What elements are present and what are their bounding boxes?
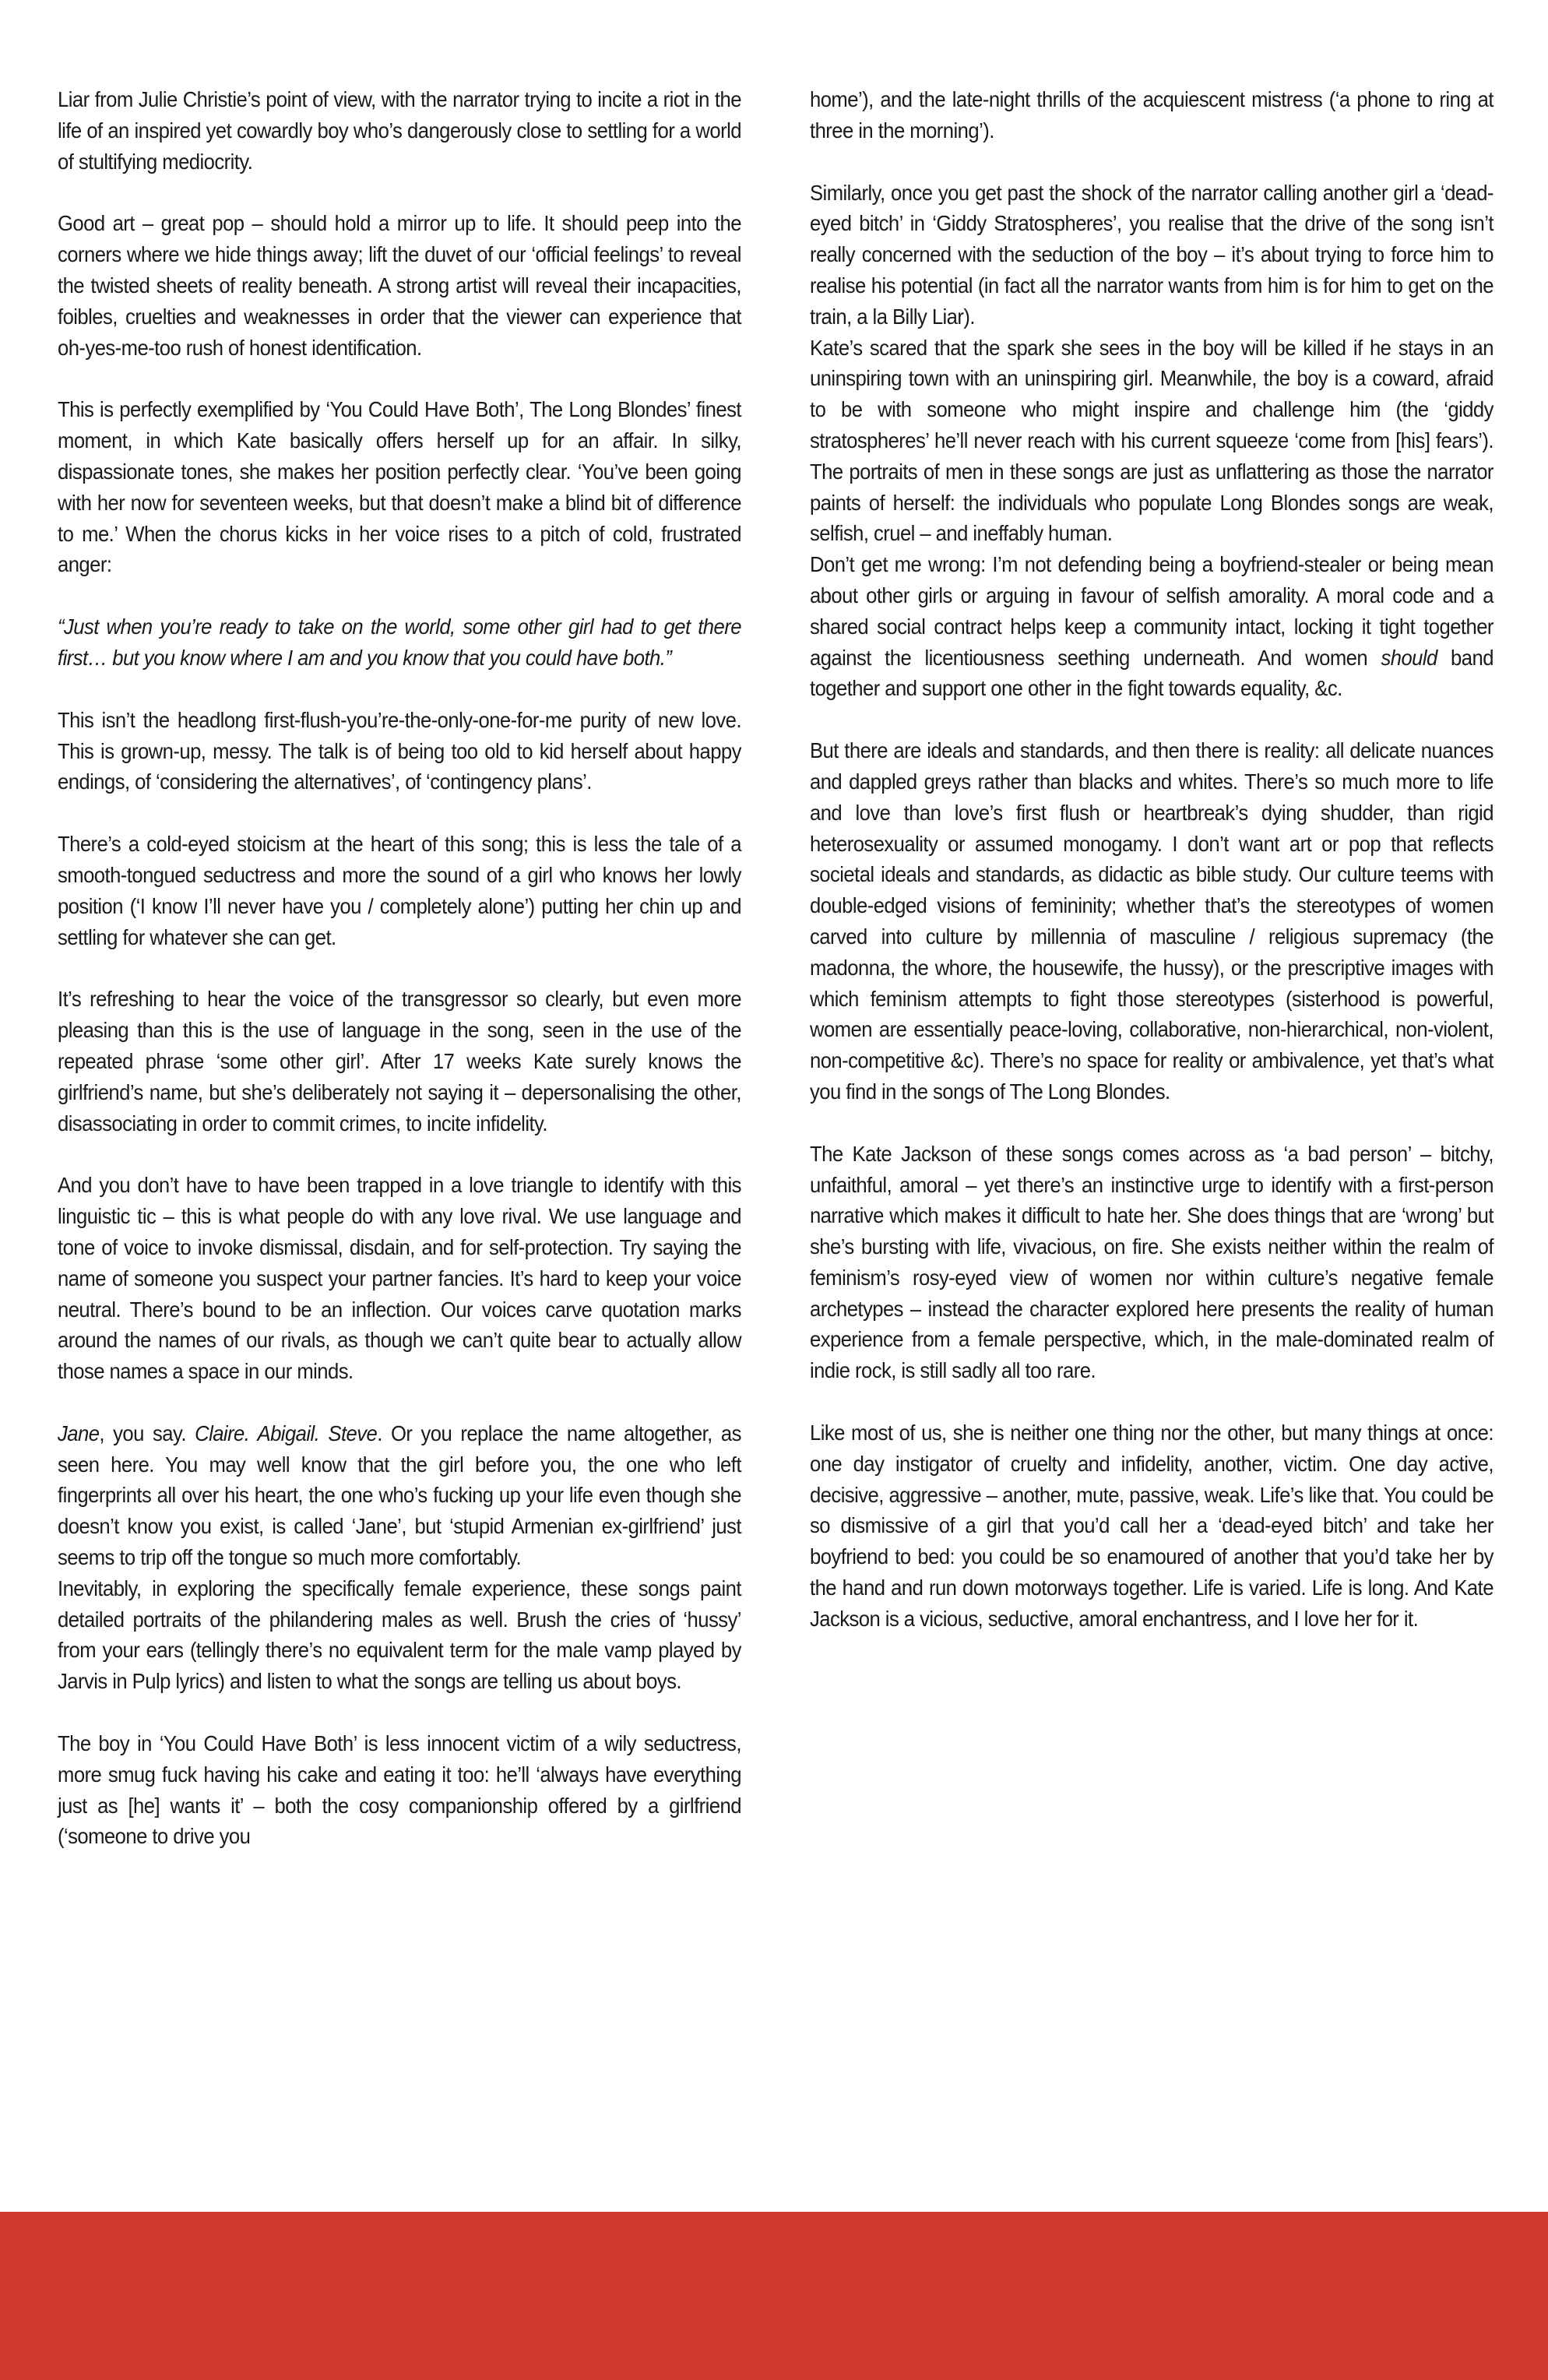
paragraph-headlong: This isn’t the headlong first-flush-you’re-the-only-one-for-me purity of new love. This is grown-up, messy. The talk is of being too old to kid herself about happy endings, of ‘considering the alternatives’, of ‘contingency plans’. — [58, 707, 741, 794]
paragraph-ideals-and-standards: But there are ideals and standards, and then there is reality: all delicate nuances and dappled greys rather than blacks and whites. There’s so much more to life and love than love’s first flush or heartbreak’s dying shudder, than rigid heterosexuality or assumed monogamy. I don’t want art or pop that reflects societal ideals and standards, as didactic as bible study. Our culture teems with double-edged visions of femininity; whether that’s the stereotypes of women carved into culture by millennia of masculine / religious supremacy (the madonna, the whore, the housewife, the hussy), or the prescriptive images with which feminism attempts to fight those stereotypes (sisterhood is powerful, women are essentially peace-loving, collaborative, non-hierarchical, non-violent, non-competitive &c). There’s no space for reality or ambivalence, yet that’s what you find in the songs of The Long Blondes. — [810, 738, 1493, 1104]
paragraph-dont-get-me-wrong — [810, 549, 1493, 704]
paragraph-you-could-have-both: This is perfectly exemplified by ‘You Could Have Both’, The Long Blondes’ finest moment, in which Kate basically offers herself up for an affair. In silky, dispassionate tones, she makes her position perfectly clear. ‘You’ve been going with her now for seventeen weeks, but that doesn’t make a blind bit of difference to me.’ When the chorus kicks in her voice rises to a pitch of cold, frustrated anger: — [58, 397, 741, 577]
paragraph-boy-innocent-victim: The boy in ‘You Could Have Both’ is less innocent victim of a wily seductress, more smug fuck having his cake and eating it too: he’ll ‘always have everything just as [he] wants it’ – both the cosy companionship offered by a girlfriend (‘someone to drive you — [58, 1731, 741, 1849]
names-claire-abigail-steve: Claire. Abigail. Steve — [195, 1421, 378, 1445]
paragraph-giddy-stratospheres: Similarly, once you get past the shock of the narrator calling another girl a ‘dead-eyed bitch’ in ‘Giddy Stratospheres’, you realise that the drive of the song isn’t really concerned with the seduction of the boy – it’s about trying to force him to realise his potential (in fact all the narrator wants from him is for him to get on the train, a la Billy Liar). — [810, 180, 1493, 329]
paragraph-cold-eyed-stoicism: There’s a cold-eyed stoicism at the heart of this song; this is less the tale of a smooth-tongued seductress and more the sound of a girl who knows her lowly position (‘I know I’ll never have you / completely alone’) putting her chin up and settling for whatever she can get. — [58, 832, 741, 949]
paragraph-linguistic-tic: And you don’t have to have been trapped in a love triangle to identify with this linguistic tic – this is what people do with any love rival. We use language and tone of voice to invoke dismissal, disdain, and for self-protection. Try saying the name of someone you suspect your partner fancies. It’s hard to keep your voice neutral. There’s bound to be an inflection. Our voices carve quotation marks around the names of our rivals, as though we can’t quite bear to actually allow those names a space in our minds. — [58, 1173, 741, 1384]
names-text-1: , you say. — [99, 1421, 195, 1445]
paragraph-names — [58, 1418, 741, 1573]
name-jane: Jane — [58, 1421, 100, 1445]
paragraph-home-continuation: home’), and the late-night thrills of the acquiescent mistress (‘a phone to ring at three in the morning’). — [810, 87, 1493, 143]
should-text-2: band together and support one other in the fight towards equality, &c. — [810, 645, 1493, 701]
paragraph-philandering-males: Inevitably, in exploring the specifically female experience, these songs paint detailed portraits of the philandering males as well. Brush the cries of ‘hussy’ from your ears (tellingly there’s no equivalent term for the male vamp played by Jarvis in Pulp lyrics) and listen to what the songs are telling us about boys. — [58, 1576, 741, 1694]
right-column — [810, 84, 1493, 1635]
paragraph-kate-jackson-bad-person: The Kate Jackson of these songs comes across as ‘a bad person’ – bitchy, unfaithful, amoral – yet there’s an instinctive urge to identify with a first-person narrative which makes it difficult to hate her. She does things that are ‘wrong’ but she’s bursting with life, vivacious, on fire. She exists neither within the realm of feminism’s rosy-eyed view of women nor within culture’s negative female archetypes – instead the character explored here presents the reality of human experience from a female perspective, which, in the male-dominated realm of indie rock, is still sadly all too rare. — [810, 1141, 1493, 1383]
left-column — [58, 84, 741, 1852]
names-text-2: . Or you replace the name altogether, as seen here. You may well know that the girl before you, the one who left fingerprints all over his heart, the one who’s fucking up your life even though she doesn’t know you exist, is called ‘Jane’, but ‘stupid Armenian ex-girlfriend’ just seems to trip off the tongue so much more comfortably. — [58, 1421, 741, 1570]
paragraph-transgressor: It’s refreshing to hear the voice of the transgressor so clearly, but even more pleasing than this is the use of language in the song, seen in the use of the repeated phrase ‘some other girl’. After 17 weeks Kate surely knows the girlfriend’s name, but she’s deliberately not saying it – depersonalising the other, disassociating in order to commit crimes, to incite infidelity. — [58, 987, 741, 1135]
lyric-quote: “Just when you’re ready to take on the world, some other girl had to get there first… but you know where I am and you know that you could have both.” — [58, 614, 741, 670]
red-footer-band — [0, 2212, 1548, 2380]
should-text-1: Don’t get me wrong: I’m not defending being a boyfriend-stealer or being mean about other girls or arguing in favour of selfish amorality. A moral code and a shared social contract helps keep a community intact, locking it tight together against the licentiousness seething underneath. And women — [810, 552, 1493, 670]
paragraph-liar-intro: Liar from Julie Christie’s point of view, with the narrator trying to incite a riot in the life of an inspired yet cowardly boy who’s dangerously close to settling for a world of stultifying mediocrity. — [58, 87, 741, 174]
should-emphasis: should — [1381, 645, 1437, 670]
paragraph-kate-scared: Kate’s scared that the spark she sees in the boy will be killed if he stays in an uninspiring town with an uninspiring girl. Meanwhile, the boy is a coward, afraid to be with someone who might inspire and challenge him (the ‘giddy stratospheres’ he’ll never reach with his current squeeze ‘come from [his] fears’). The portraits of men in these songs are just as unflattering as those the narrator paints of herself: the individuals who populate Long Blondes songs are weak, selfish, cruel – and ineffably human. — [810, 335, 1493, 546]
paragraph-good-art: Good art – great pop – should hold a mirror up to life. It should peep into the corners where we hide things away; lift the duvet of our ‘official feelings’ to reveal the twisted sheets of reality beneath. A strong artist will reveal their incapacities, foibles, cruelties and weaknesses in order that the viewer can experience that oh-yes-me-too rush of honest identification. — [58, 211, 741, 360]
paragraph-like-most-of-us: Like most of us, she is neither one thing nor the other, but many things at once: one day instigator of cruelty and infidelity, another, victim. One day active, decisive, aggressive – another, mute, passive, weak. Life’s like that. You could be so dismissive of a girl that you’d call her a ‘dead-eyed bitch’ and take her boyfriend to bed: you could be so enamoured of another that you’d take her by the hand and run down motorways together. Life is varied. Life is long. And Kate Jackson is a vicious, seductive, amoral enchantress, and I love her for it. — [810, 1421, 1493, 1631]
